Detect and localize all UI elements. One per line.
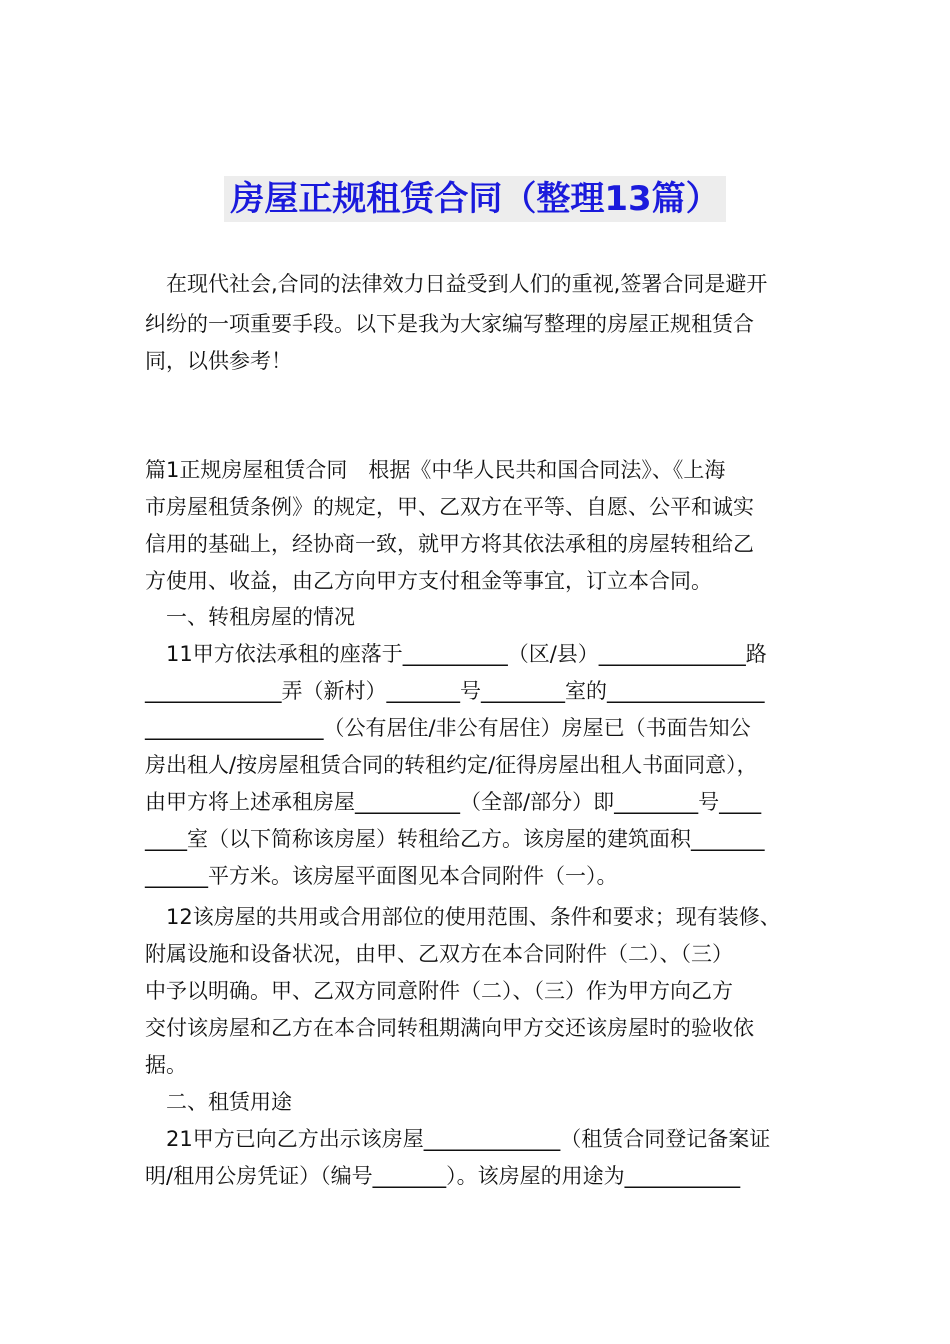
paragraph-line: 纠纷的一项重要手段。以下是我为大家编写整理的房屋正规租赁合	[145, 312, 754, 336]
paragraph-line: 据。	[145, 1053, 187, 1077]
document-title: 房屋正规租赁合同（整理13篇）	[224, 176, 725, 222]
paragraph-line: 市房屋租赁条例》的规定，甲、乙双方在平等、自愿、公平和诚实	[145, 495, 754, 519]
section-heading: 二、租赁用途	[145, 1090, 292, 1114]
paragraph-line: 在现代社会,合同的法律效力日益受到人们的重视,签署合同是避开	[145, 272, 768, 296]
paragraph-line: _________________（公有居住/非公有居住）房屋已（书面告知公	[145, 716, 751, 740]
paragraph-line: _____________弄（新村）_______号________室的_______________	[145, 679, 765, 703]
paragraph-line: 明/租用公房凭证）（编号_______）。该房屋的用途为___________	[145, 1164, 741, 1188]
paragraph-line: ______平方米。该房屋平面图见本合同附件（一）。	[145, 864, 618, 888]
title-wrap	[0, 176, 950, 222]
paragraph-line: 21甲方已向乙方出示该房屋_____________（租赁合同登记备案证	[145, 1127, 771, 1151]
paragraph-line: 由甲方将上述承租房屋__________（全部/部分）即________号____	[145, 790, 762, 814]
paragraph-line: 附属设施和设备状况，由甲、乙双方在本合同附件（二）、（三）	[145, 942, 733, 966]
paragraph-line: 信用的基础上，经协商一致，就甲方将其依法承租的房屋转租给乙	[145, 532, 754, 556]
paragraph-line: 12该房屋的共用或合用部位的使用范围、条件和要求；现有装修、	[145, 905, 781, 929]
paragraph-line: 交付该房屋和乙方在本合同转租期满向甲方交还该房屋时的验收依	[145, 1016, 754, 1040]
paragraph-line: 11甲方依法承租的座落于__________（区/县）______________路	[145, 642, 767, 666]
paragraph-line: 篇1正规房屋租赁合同 根据《中华人民共和国合同法》、《上海	[145, 458, 726, 482]
paragraph-line: ____室（以下简称该房屋）转租给乙方。该房屋的建筑面积_______	[145, 827, 765, 851]
paragraph-line: 房出租人/按房屋租赁合同的转租约定/征得房屋出租人书面同意），	[145, 753, 758, 777]
paragraph-line: 方使用、收益，由乙方向甲方支付租金等事宜，订立本合同。	[145, 569, 712, 593]
paragraph-line: 同，以供参考！	[145, 349, 292, 373]
section-heading: 一、转租房屋的情况	[145, 605, 355, 629]
paragraph-line: 中予以明确。甲、乙双方同意附件（二）、（三）作为甲方向乙方	[145, 979, 733, 1003]
